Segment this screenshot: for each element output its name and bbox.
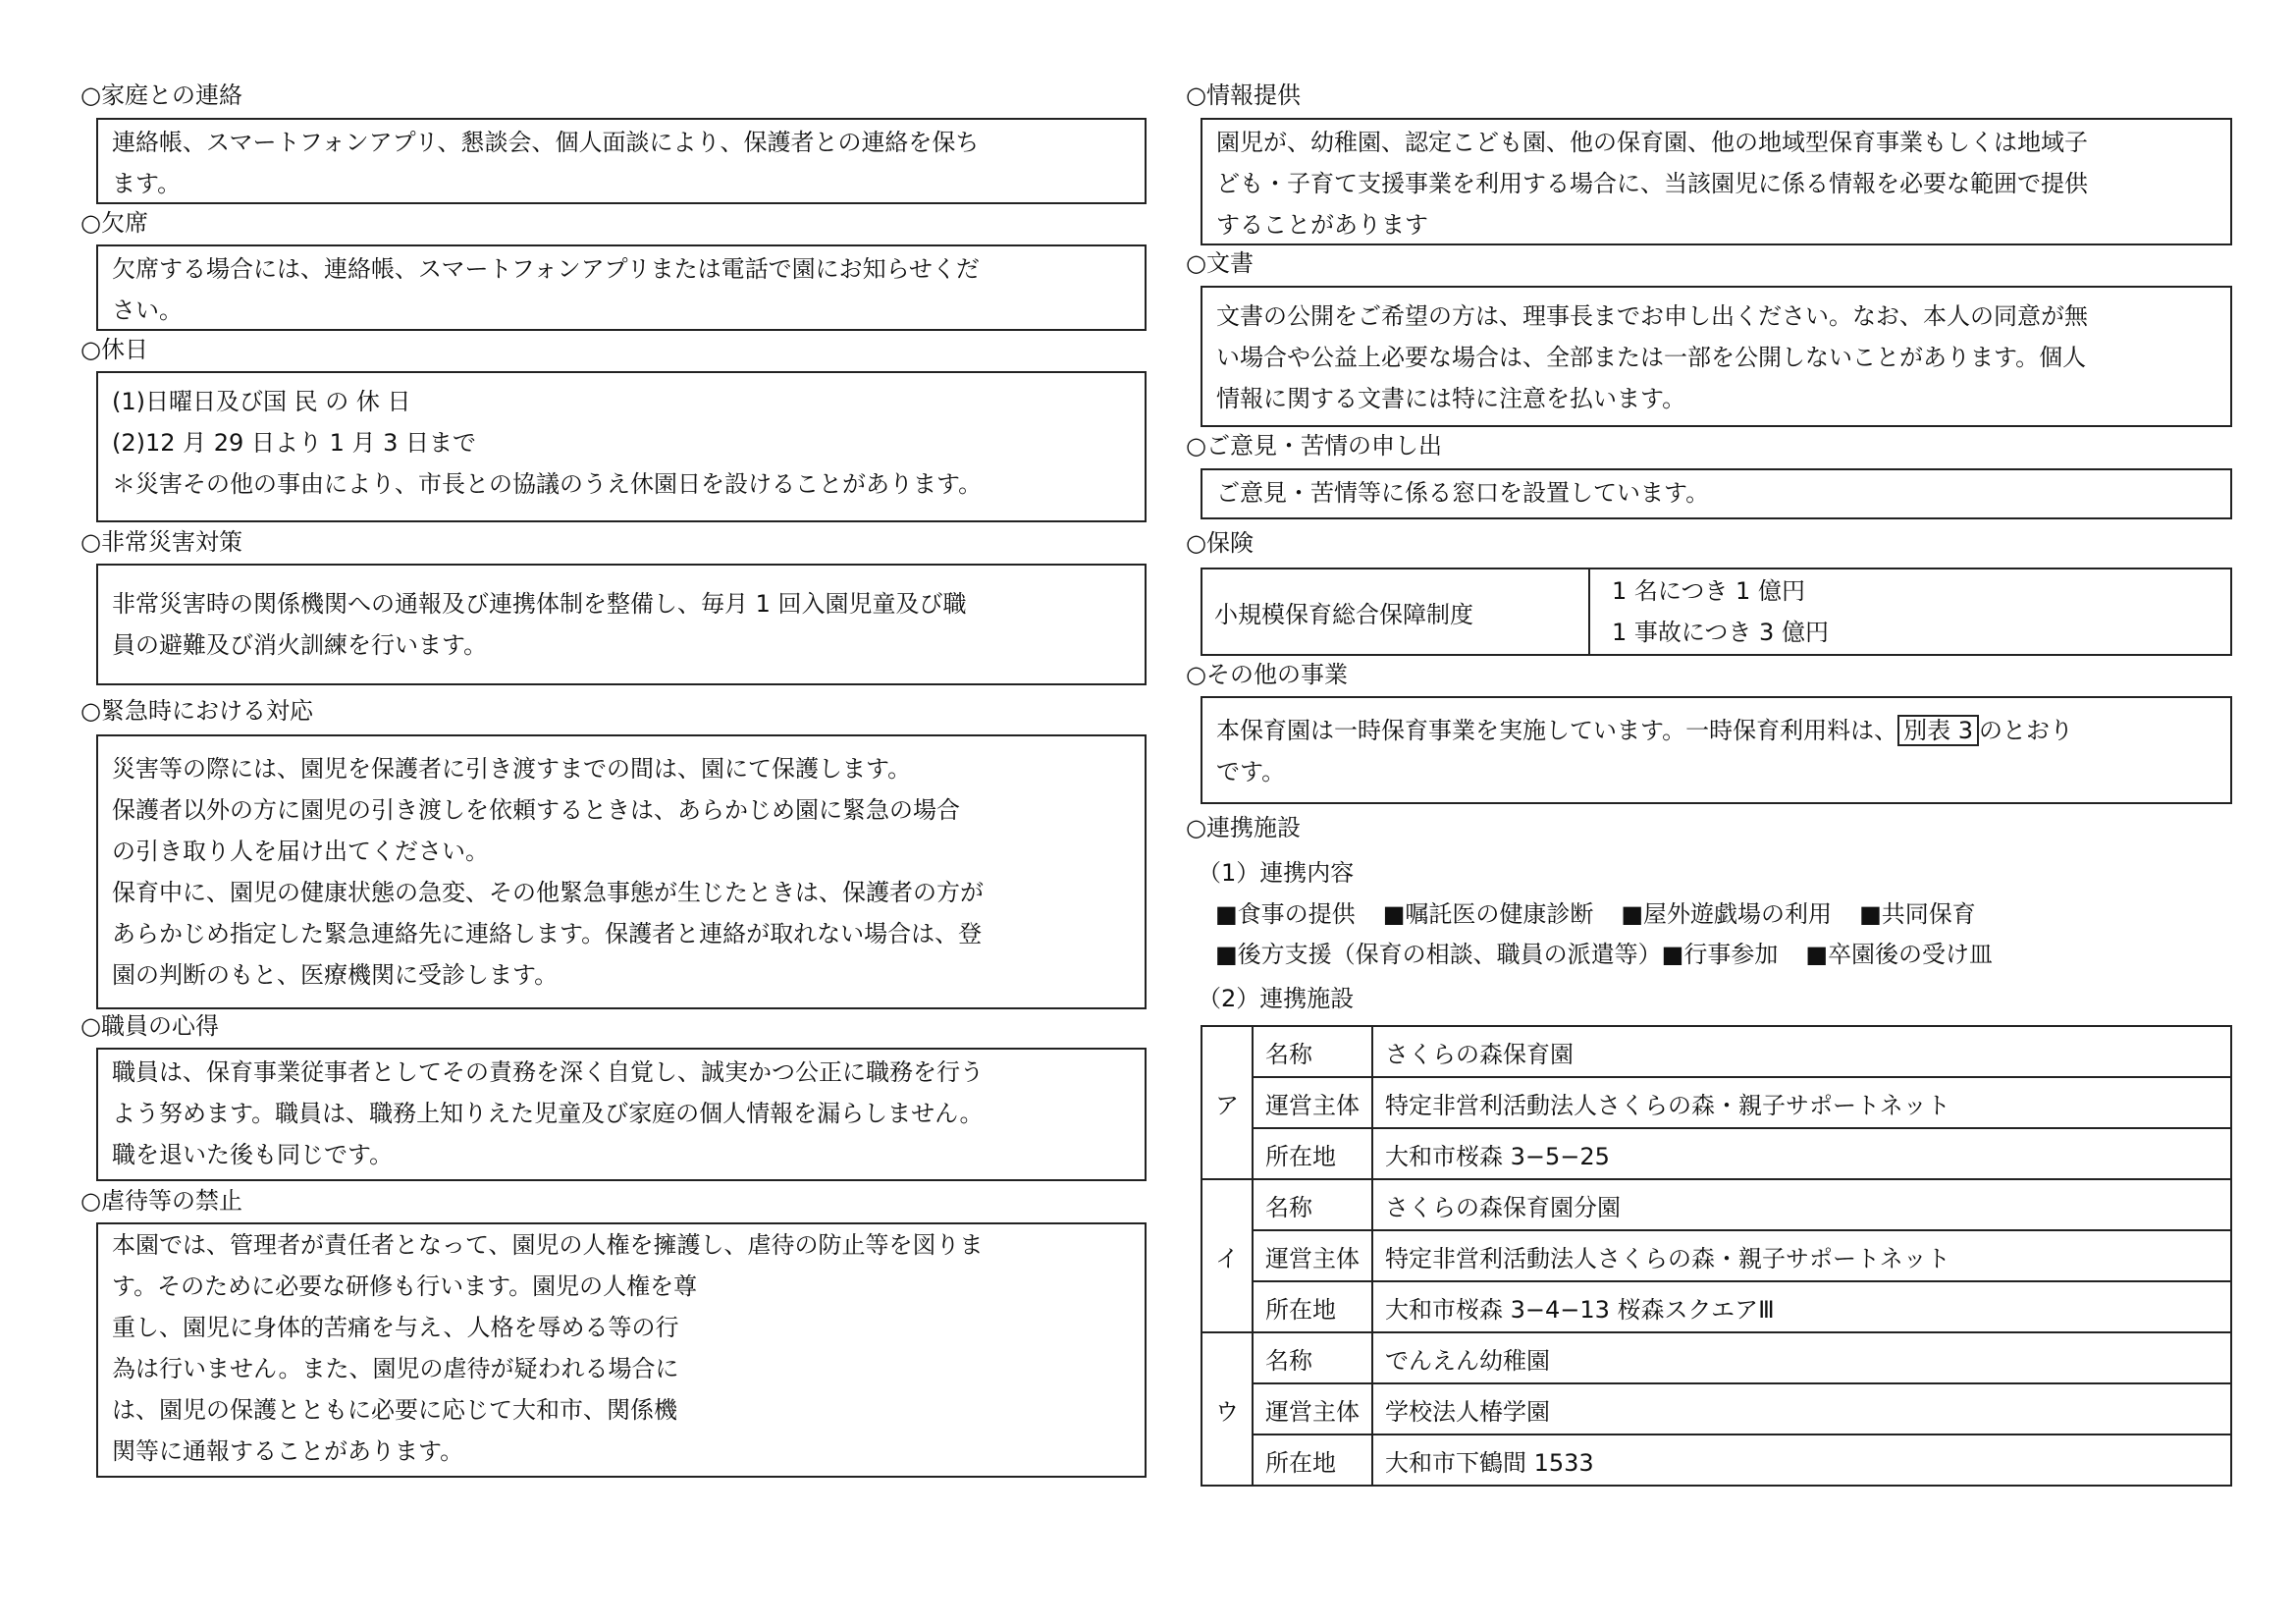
box-complaints xyxy=(1201,468,2232,519)
text-line: 保育中に、園児の健康状態の急変、その他緊急事態が生じたときは、保護者の方が xyxy=(112,879,984,906)
facility-label: 運営主体 xyxy=(1253,1077,1372,1128)
text-line: 関等に通報することがあります。 xyxy=(112,1437,464,1465)
heading-partners: ○連携施設 xyxy=(1186,814,1301,841)
facilities-table xyxy=(1201,1025,2232,1487)
text-line: 職を退いた後も同じです。 xyxy=(112,1141,394,1168)
box-holidays xyxy=(96,371,1147,522)
text-line: 員の避難及び消火訓練を行います。 xyxy=(112,631,488,659)
text-line: ＊災害その他の事由により、市長との協議のうえ休園日を設けることがあります。 xyxy=(112,470,983,498)
box-documents xyxy=(1201,286,2232,427)
table-row xyxy=(1201,1230,2231,1281)
bullet-item: ■嘱託医の健康診断 xyxy=(1382,900,1594,928)
box-family-contact xyxy=(96,118,1147,204)
facility-value: 大和市下鶴間 1533 xyxy=(1372,1435,2231,1486)
table-row xyxy=(1201,1026,2231,1077)
facility-value: 学校法人椿学園 xyxy=(1372,1383,2231,1435)
facility-label: 所在地 xyxy=(1253,1128,1372,1179)
insurance-amounts xyxy=(1589,568,2231,655)
text-line: 園の判断のもと、医療機関に受診します。 xyxy=(112,961,559,989)
facility-value: 大和市桜森 3−4−13 桜森スクエアⅢ xyxy=(1372,1281,2231,1332)
insurance-table xyxy=(1201,568,2232,656)
heading-holidays: ○休日 xyxy=(80,336,148,363)
table-row xyxy=(1201,1332,2231,1383)
text-line: 園児が、幼稚園、認定こども園、他の保育園、他の地域型保育事業もしくは地域子 xyxy=(1216,129,2088,156)
facility-value: 大和市桜森 3−5−25 xyxy=(1372,1128,2231,1179)
partner-content-heading: （1）連携内容 xyxy=(1198,859,1355,887)
facility-label: 運営主体 xyxy=(1253,1383,1372,1435)
heading-documents: ○文書 xyxy=(1186,249,1254,277)
facility-value: さくらの森保育園 xyxy=(1372,1026,2231,1077)
facility-value: でんえん幼稚園 xyxy=(1372,1332,2231,1383)
facility-key: イ xyxy=(1201,1179,1253,1332)
text-before: 本保育園は一時保育事業を実施しています。一時保育利用料は、 xyxy=(1216,717,1898,744)
facility-value: 特定非営利活動法人さくらの森・親子サポートネット xyxy=(1372,1077,2231,1128)
heading-complaints: ○ご意見・苦情の申し出 xyxy=(1186,432,1442,460)
text-line: 職員は、保育事業従事者としてその責務を深く自覚し、誠実かつ公正に職務を行う xyxy=(112,1058,984,1086)
box-emergency xyxy=(96,734,1147,1009)
heading-disaster: ○非常災害対策 xyxy=(80,528,242,556)
table-row xyxy=(1201,1281,2231,1332)
heading-family-contact: ○家庭との連絡 xyxy=(80,81,242,109)
facility-label: 名称 xyxy=(1253,1179,1372,1230)
bullet-item: ■食事の提供 xyxy=(1215,900,1356,928)
text-line: です。 xyxy=(1216,758,1286,785)
text-line: (2)12 月 29 日より 1 月 3 日まで xyxy=(112,429,477,457)
heading-absence: ○欠席 xyxy=(80,209,148,237)
heading-info: ○情報提供 xyxy=(1186,81,1301,109)
box-other-business xyxy=(1201,696,2232,804)
table-row xyxy=(1201,1077,2231,1128)
box-disaster xyxy=(96,564,1147,685)
text-line: 情報に関する文書には特に注意を払います。 xyxy=(1216,385,1686,412)
text-line: あらかじめ指定した緊急連絡先に連絡します。保護者と連絡が取れない場合は、登 xyxy=(112,920,983,947)
insurance-amount-per-person: 1 名につき 1 億円 xyxy=(1612,577,1805,605)
heading-insurance: ○保険 xyxy=(1186,529,1254,557)
box-info xyxy=(1201,118,2232,245)
text-line: よう努めます。職員は、職務上知りえた児童及び家庭の個人情報を漏らしません。 xyxy=(112,1100,984,1127)
facility-label: 名称 xyxy=(1253,1026,1372,1077)
table-row xyxy=(1201,1383,2231,1435)
appendix-3-reference: 別表 3 xyxy=(1897,715,1979,746)
text-line: 災害等の際には、園児を保護者に引き渡すまでの間は、園にて保護します。 xyxy=(112,755,912,783)
box-abuse xyxy=(96,1222,1147,1478)
facility-key: ア xyxy=(1201,1026,1253,1179)
table-row xyxy=(1201,1435,2231,1486)
bullet-item: ■共同保育 xyxy=(1859,900,1976,928)
text-line: は、園児の保護とともに必要に応じて大和市、関係機 xyxy=(112,1396,677,1424)
text-line: 欠席する場合には、連絡帳、スマートフォンアプリまたは電話で園にお知らせくだ xyxy=(112,255,980,283)
heading-abuse: ○虐待等の禁止 xyxy=(80,1187,242,1215)
bullet-item: ■卒園後の受け皿 xyxy=(1805,941,1994,968)
facility-value: 特定非営利活動法人さくらの森・親子サポートネット xyxy=(1372,1230,2231,1281)
facility-label: 所在地 xyxy=(1253,1435,1372,1486)
partner-bullets-row-1 xyxy=(1215,899,2003,929)
insurance-name: 小規模保育総合保障制度 xyxy=(1201,568,1589,655)
text-line: す。そのために必要な研修も行います。園児の人権を尊 xyxy=(112,1272,698,1300)
text-line: の引き取り人を届け出てください。 xyxy=(112,838,489,865)
insurance-amount-per-accident: 1 事故につき 3 億円 xyxy=(1612,619,1829,646)
text-line xyxy=(1216,710,2216,751)
table-row xyxy=(1201,1128,2231,1179)
facility-label: 名称 xyxy=(1253,1332,1372,1383)
partner-bullets-row-2 xyxy=(1215,940,2020,969)
facility-value: さくらの森保育園分園 xyxy=(1372,1179,2231,1230)
bullet-item: ■後方支援（保育の相談、職員の派遣等）■行事参加 xyxy=(1215,941,1779,968)
text-line: 重し、園児に身体的苦痛を与え、人格を辱める等の行 xyxy=(112,1314,679,1341)
text-line: 本園では、管理者が責任者となって、園児の人権を擁護し、虐待の防止等を図りま xyxy=(112,1231,984,1259)
text-line: ます。 xyxy=(112,170,182,197)
heading-other-business: ○その他の事業 xyxy=(1186,661,1348,688)
facility-label: 所在地 xyxy=(1253,1281,1372,1332)
text-line: (1)日曜日及び国 民 の 休 日 xyxy=(112,388,411,415)
text-after: のとおり xyxy=(1978,717,2073,744)
heading-emergency: ○緊急時における対応 xyxy=(80,697,313,725)
text-line: 保護者以外の方に園児の引き渡しを依頼するときは、あらかじめ園に緊急の場合 xyxy=(112,796,960,824)
text-line: ご意見・苦情等に係る窓口を設置しています。 xyxy=(1216,479,1710,507)
bullet-item: ■屋外遊戯場の利用 xyxy=(1621,900,1833,928)
text-line: 非常災害時の関係機関への通報及び連携体制を整備し、毎月 1 回入園児童及び職 xyxy=(112,590,967,618)
table-row xyxy=(1201,1179,2231,1230)
box-absence xyxy=(96,244,1147,331)
text-line: い場合や公益上必要な場合は、全部または一部を公開しないことがあります。個人 xyxy=(1216,344,2087,371)
text-line: さい。 xyxy=(112,297,183,324)
facility-key: ウ xyxy=(1201,1332,1253,1486)
text-line: 文書の公開をご希望の方は、理事長までお申し出ください。なお、本人の同意が無 xyxy=(1216,302,2088,330)
heading-staff: ○職員の心得 xyxy=(80,1012,219,1040)
facility-label: 運営主体 xyxy=(1253,1230,1372,1281)
text-line: することがあります xyxy=(1216,211,1428,239)
text-line: 連絡帳、スマートフォンアプリ、懇談会、個人面談により、保護者との連絡を保ち xyxy=(112,129,980,156)
box-staff xyxy=(96,1048,1147,1181)
text-line: 為は行いません。また、園児の虐待が疑われる場合に xyxy=(112,1355,679,1382)
partner-facilities-heading: （2）連携施設 xyxy=(1198,985,1355,1012)
text-line: ども・子育て支援事業を利用する場合に、当該園児に係る情報を必要な範囲で提供 xyxy=(1216,170,2088,197)
